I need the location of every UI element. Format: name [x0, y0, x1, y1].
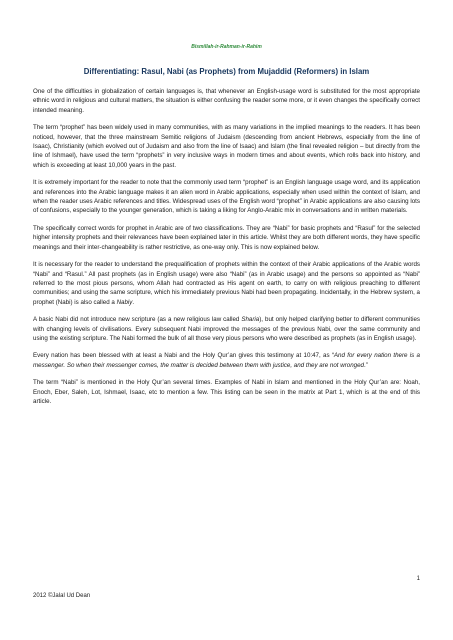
text-run: A basic Nabi did not introduce new scripture (as a new religious law called	[33, 316, 242, 324]
text-run: It is necessary for the reader to understand the prequalification of prophets within the context of their Arabic applications of the Arabic words “Nabi” and “Rasul.” All past prophets (as in English usage) were also “Nabi” (as in Arabic usage) and the persons so appointed as “Nabi” referred to the most pious persons, whom Allah had contracted as His agent on earth, to carry on with religious preaching to different communities; and using the same scripture, which his immediately previous Nabi had been propagating. Incidentally, in the Hebrew system, a prophet (Nabi) is also called a	[33, 261, 420, 306]
paragraph	[33, 260, 420, 307]
italic-text: Sharia	[241, 316, 260, 324]
text-run: The term “prophet” has been widely used in many communities, with as many variations in the implied meanings to the readers. It has been noticed, however, that the three mainstream Semitic religions of Judaism (descending from ancient Hebrews, especially from the line of Isaac), Christianity (which evolved out of Judaism and also from the line of Isaac) and Islam (the final revealed religion – but directly from the line of Ishmael), have used the term “prophets” in very inclusive ways in modern times and about events, which rolls back into history, and which is exceeding at least 10,000 years in the past.	[33, 124, 420, 169]
text-run: The specifically correct words for prophet in Arabic are of two classifications. They are “Nabi” for basic prophets and “Rasul” for the selected higher intensity prophets and their relevances have been explained later in this article. Whilst they are both different words, they have specific meanings and their inter-changeability is rather restrictive, as one-way only. This is now explained below.	[33, 224, 420, 251]
text-run: ), but only helped clarifying better to different communities with changing levels of civilisations. Every subsequent Nabi improved the messages of the previous Nabi, over the same community and using the existing scripture. The Nabi formed the bulk of all those very pious persons who were described as prophets (as in English usage).	[33, 316, 421, 342]
italic-text: Nabiy	[116, 298, 133, 306]
text-run: Every nation has been blessed with at least a Nabi and the Holy Qur’an gives this testimony at 10:47, as “	[33, 352, 334, 360]
footer-copyright: 2012 ©Jalal Ud Dean	[33, 593, 91, 599]
paragraph	[33, 378, 420, 406]
document-body	[33, 87, 420, 414]
paragraph	[33, 224, 420, 252]
document-title: Differentiating: Rasul, Nabi (as Prophets) from Mujaddid (Reformers) in Islam	[83, 67, 370, 76]
page-number: 1	[416, 576, 420, 582]
text-run: The term “Nabi” is mentioned in the Holy Qur’an several times. Examples of Nabi in Islam and mentioned in the Holy Qur’an are: Noah, Enoch, Eber, Saleh, Lot, Ishmael, Isaac, etc to mention a few. This listing can be seen in the matrix at Part 1, which is at the end of this article.	[33, 379, 420, 405]
basmala-header: Bismillah-ir-Rahman-ir-Rahim	[191, 44, 262, 50]
paragraph	[33, 351, 420, 370]
text-run: It is extremely important for the reader to note that the commonly used term “prophet” is an English language usage word, and its application and references into the Arabic language makes it an alien word in Arabic applications, especially when used within the context of Islam, and when the reader uses Arabic references and titles. Widespread uses of the English word “prophet” in Arabic applications are also causing lots of confusions, especially to the younger generation, which is taking a liking for Anglo-Arabic mix in conversations and in written materials.	[33, 179, 420, 215]
paragraph	[33, 315, 420, 343]
text-run: .	[132, 298, 135, 306]
paragraph	[33, 178, 420, 216]
italic-text: And for every nation there is a messenger. So when their messenger comes, the matter is decided between them with justice, and they are not wronged	[33, 352, 421, 369]
paragraph	[33, 123, 420, 170]
text-run: .”	[363, 361, 368, 369]
text-run: One of the difficulties in globalization of certain languages is, that whenever an English-usage word is substituted for the most appropriate ethnic word in religious and cultural matters, the situation is either confusing the reader some more, or it even changes the specifically correct intended meaning.	[33, 88, 420, 114]
paragraph	[33, 87, 420, 115]
